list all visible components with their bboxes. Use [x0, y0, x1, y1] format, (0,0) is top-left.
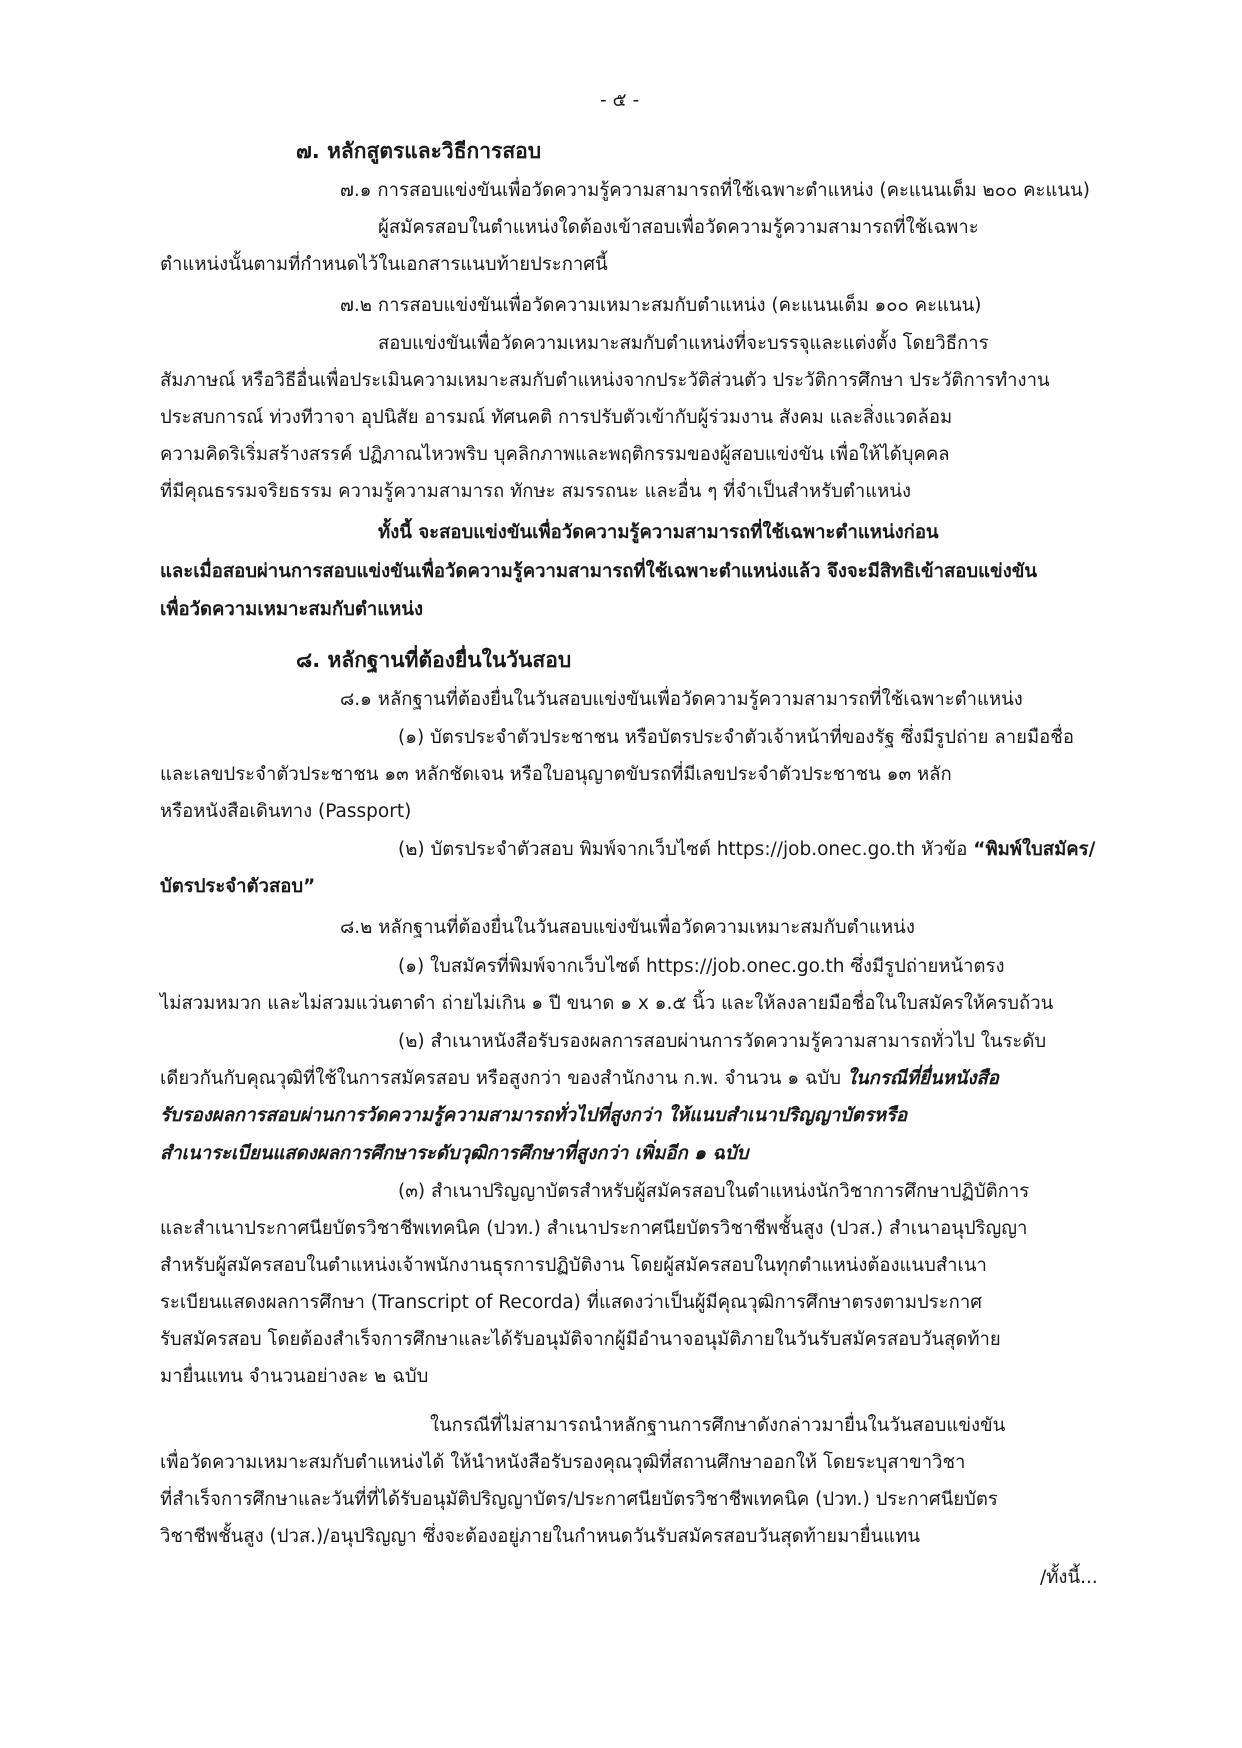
s82-item2-line-4: สำเนาระเบียนแสดงผลการศึกษาระดับวุฒิการศึกษาที่สูงกว่า เพิ่มอีก ๑ ฉบับ	[160, 1143, 749, 1164]
s71-line-2: ตำแหน่งนั้นตามที่กำหนดไว้ในเอกสารแนบท้ายประกาศนี้	[160, 254, 608, 275]
s82-item1-line-2: ไม่สวมหมวก และไม่สวมแว่นตาดำ ถ่ายไม่เกิน ๑ ปี ขนาด ๑ x ๑.๕ นิ้ว และให้ลงลายมือชื่อในใบสมัครให้ครบถ้วน	[160, 993, 1054, 1014]
s82-item3-line-5: รับสมัครสอบ โดยต้องสำเร็จการศึกษาและได้รับอนุมัติจากผู้มีอำนาจอนุมัติภายในวันรับสมัครสอบวันสุดท้าย	[160, 1329, 1001, 1350]
s82-item2-line-3: รับรองผลการสอบผ่านการวัดความรู้ความสามารถทั่วไปที่สูงกว่า ให้แนบสำเนาปริญญาบัตรหรือ	[160, 1105, 908, 1126]
section-7-2-title: ๗.๒ การสอบแข่งขันเพื่อวัดความเหมาะสมกับตำแหน่ง (คะแนนเต็ม ๑๐๐ คะแนน)	[340, 295, 982, 316]
s82-item3-line-4: ระเบียนแสดงผลการศึกษา (Transcript of Recorda) ที่แสดงว่าเป็นผู้มีคุณวุฒิการศึกษาตรงตามประกาศ	[160, 1292, 982, 1313]
s82-para-line-4: วิชาชีพชั้นสูง (ปวส.)/อนุปริญญา ซึ่งจะต้องอยู่ภายในกำหนดวันรับสมัครสอบวันสุดท้ายมายื่นแทน	[160, 1526, 920, 1547]
s81-item1-line-3: หรือหนังสือเดินทาง (Passport)	[160, 801, 412, 822]
s71-line-1: ผู้สมัครสอบในตำแหน่งใดต้องเข้าสอบเพื่อวัดความรู้ความสามารถที่ใช้เฉพาะ	[378, 217, 979, 238]
s82-item3-line-3: สำหรับผู้สมัครสอบในตำแหน่งเจ้าพนักงานธุรการปฏิบัติงาน โดยผู้สมัครสอบในทุกตำแหน่งต้องแนบสำเนา	[160, 1255, 987, 1276]
s81-item1-line-2: และเลขประจำตัวประชาชน ๑๓ หลักชัดเจน หรือใบอนุญาตขับรถที่มีเลขประจำตัวประชาชน ๑๓ หลัก	[160, 764, 952, 785]
s82-item1-line-1: (๑) ใบสมัครที่พิมพ์จากเว็บไซต์ https://job.onec.go.th ซึ่งมีรูปถ่ายหน้าตรง	[398, 956, 1005, 977]
s82-item3-line-6: มายื่นแทน จำนวนอย่างละ ๒ ฉบับ	[160, 1366, 429, 1387]
s72-line-5: ที่มีคุณธรรมจริยธรรม ความรู้ความสามารถ ทักษะ สมรรถนะ และอื่น ๆ ที่จำเป็นสำหรับตำแหน่ง	[160, 481, 912, 502]
page-number: - ๕ -	[600, 90, 640, 111]
section-8-1-title: ๘.๑ หลักฐานที่ต้องยื่นในวันสอบแข่งขันเพื่อวัดความรู้ความสามารถที่ใช้เฉพาะตำแหน่ง	[340, 689, 1023, 710]
s81-item2-line-2: บัตรประจำตัวสอบ”	[160, 876, 316, 897]
note-line-1: ทั้งนี้ จะสอบแข่งขันเพื่อวัดความรู้ความสามารถที่ใช้เฉพาะตำแหน่งก่อน	[378, 522, 939, 543]
s82-para-line-2: เพื่อวัดความเหมาะสมกับตำแหน่งได้ ให้นำหนังสือรับรองคุณวุฒิที่สถานศึกษาออกให้ โดยระบุสาขาวิชา	[160, 1452, 966, 1473]
s81-item2-line-1: (๒) บัตรประจำตัวสอบ พิมพ์จากเว็บไซต์ https://job.onec.go.th หัวข้อ “พิมพ์ใบสมัคร/	[398, 839, 1096, 860]
s81-item1-line-1: (๑) บัตรประจำตัวประชาชน หรือบัตรประจำตัวเจ้าหน้าที่ของรัฐ ซึ่งมีรูปถ่าย ลายมือชื่อ	[398, 727, 1074, 748]
s82-item3-line-2: และสำเนาประกาศนียบัตรวิชาชีพเทคนิค (ปวท.) สำเนาประกาศนียบัตรวิชาชีพชั้นสูง (ปวส.) สำเนาอนุปริญญา	[160, 1218, 1028, 1239]
section-8-2-title: ๘.๒ หลักฐานที่ต้องยื่นในวันสอบแข่งขันเพื่อวัดความเหมาะสมกับตำแหน่ง	[340, 917, 915, 938]
s72-line-2: สัมภาษณ์ หรือวิธีอื่นเพื่อประเมินความเหมาะสมกับตำแหน่งจากประวัติส่วนตัว ประวัติการศึกษา ประวัติการทำงาน	[160, 370, 1050, 391]
s82-para-line-3: ที่สำเร็จการศึกษาและวันที่ที่ได้รับอนุมัติปริญญาบัตร/ประกาศนียบัตรวิชาชีพเทคนิค (ปวท.) ประกาศนียบัตร	[160, 1489, 998, 1510]
note-line-3: เพื่อวัดความเหมาะสมกับตำแหน่ง	[160, 599, 424, 620]
section-8-heading: ๘. หลักฐานที่ต้องยื่นในวันสอบ	[296, 648, 572, 672]
s72-line-3: ประสบการณ์ ท่วงทีวาจา อุปนิสัย อารมณ์ ทัศนคติ การปรับตัวเข้ากับผู้ร่วมงาน สังคม และสิ่งแวดล้อม	[160, 407, 953, 428]
s72-line-4: ความคิดริเริ่มสร้างสรรค์ ปฏิภาณไหวพริบ บุคลิกภาพและพฤติกรรมของผู้สอบแข่งขัน เพื่อให้ได้บุคคล	[160, 444, 950, 465]
note-line-2: และเมื่อสอบผ่านการสอบแข่งขันเพื่อวัดความรู้ความสามารถที่ใช้เฉพาะตำแหน่งแล้ว จึงจะมีสิทธิเข้าสอบแข่งขัน	[160, 561, 1038, 582]
section-7-1-title: ๗.๑ การสอบแข่งขันเพื่อวัดความรู้ความสามารถที่ใช้เฉพาะตำแหน่ง (คะแนนเต็ม ๒๐๐ คะแนน)	[340, 180, 1090, 201]
s82-item2-line-1: (๒) สำเนาหนังสือรับรองผลการสอบผ่านการวัดความรู้ความสามารถทั่วไป ในระดับ	[398, 1031, 1047, 1052]
s82-para-line-1: ในกรณีที่ไม่สามารถนำหลักฐานการศึกษาดังกล่าวมายื่นในวันสอบแข่งขัน	[430, 1415, 1006, 1436]
s82-item2-line-2: เดียวกันกับคุณวุฒิที่ใช้ในการสมัครสอบ หรือสูงกว่า ของสำนักงาน ก.พ. จำนวน ๑ ฉบับ ในกรณีที่ยื่นหนังสือ	[160, 1068, 999, 1089]
s72-line-1: สอบแข่งขันเพื่อวัดความเหมาะสมกับตำแหน่งที่จะบรรจุและแต่งตั้ง โดยวิธีการ	[378, 333, 989, 354]
continuation-marker: /ทั้งนี้...	[1040, 1567, 1098, 1588]
s82-item3-line-1: (๓) สำเนาปริญญาบัตรสำหรับผู้สมัครสอบในตำแหน่งนักวิชาการศึกษาปฏิบัติการ	[398, 1181, 1030, 1202]
section-7-heading: ๗. หลักสูตรและวิธีการสอบ	[296, 139, 542, 163]
